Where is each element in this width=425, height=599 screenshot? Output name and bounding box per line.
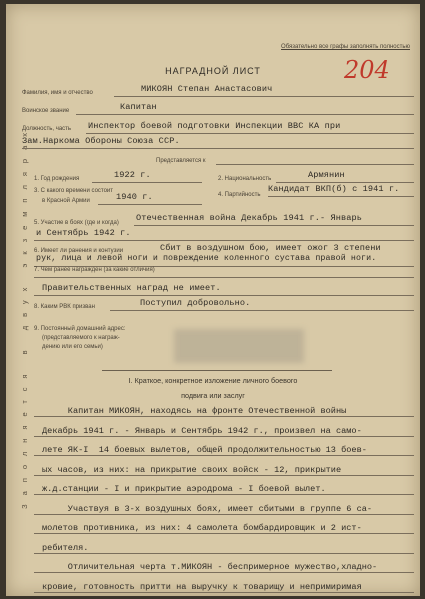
rvk-label: 8. Каким РВК призван	[34, 304, 95, 310]
name-value: МИКОЯН Степан Анастасович	[141, 84, 273, 94]
battles-line-1	[134, 225, 414, 226]
battles-value-1: Отечественная война Декабрь 1941 г.- Январь	[136, 213, 363, 223]
army-label-1: 3. С какого времени состоит	[34, 188, 114, 194]
address-label-2: (представляемого к награж-	[42, 335, 120, 341]
army-label-2: в Красной Армии	[42, 198, 90, 204]
party-line	[268, 196, 414, 197]
document-number: 204	[344, 56, 390, 84]
awards-line-1	[34, 277, 414, 278]
nationality-value: Армянин	[308, 170, 345, 180]
rank-line	[76, 114, 414, 115]
awards-line-2	[34, 295, 414, 296]
party-label: 4. Партийность	[218, 192, 261, 198]
position-line-2	[22, 148, 414, 149]
awards-value: Правительственных наград не имеет.	[42, 283, 221, 293]
wounds-label: 6. Имеет ли ранения и контузии	[34, 248, 124, 254]
presented-line	[216, 164, 414, 165]
section-rule	[34, 572, 414, 573]
section-line: Участвуя в 3-х воздушных боях, имеет сбитыми в группе 6 са-	[42, 503, 373, 514]
section-line: молетов противника, из них: 4 самолета бомбардировщик и 2 ист-	[42, 523, 362, 533]
army-line	[98, 204, 202, 205]
presented-label: Представляется к	[156, 158, 206, 164]
battles-label: 5. Участие в боях (где и когда)	[34, 220, 119, 226]
address-label-3: дению или его семьи)	[42, 344, 103, 350]
section-line: ж.д.станции - I и прикрытие аэродрома - I боевой вылет.	[42, 484, 326, 494]
wounds-value-1: Сбит в воздушном бою, имеет ожог 3 степени	[160, 243, 381, 253]
wounds-value-2: рук, лица и левой ноги и повреждение коленного сустава правой ноги.	[36, 254, 377, 263]
birth-value: 1922 г.	[114, 170, 151, 180]
position-value-1: Инспектор боевой подготовки Инспекции ВВС КА при	[88, 121, 341, 131]
awards-label: 7. Чем ранее награжден (за какие отличия)	[34, 267, 155, 273]
section-line: лете ЯК-I 14 боевых вылетов, общей продолжительностью 13 боев-	[42, 445, 367, 455]
position-line-1	[86, 133, 414, 134]
side-label: Заполняется в двух экземплярах	[20, 124, 29, 509]
section-rule	[34, 514, 414, 515]
battles-value-2: и Сентябрь 1942 г.	[36, 228, 131, 238]
section-rule	[34, 455, 414, 456]
rvk-value: Поступил добровольно.	[140, 298, 251, 308]
section-rule	[34, 436, 414, 437]
name-label: Фамилия, имя и отчество	[22, 90, 93, 96]
section-line: Капитан МИКОЯН, находясь на фронте Отечественной войны	[42, 406, 347, 416]
rvk-line	[110, 310, 414, 311]
nationality-line	[276, 182, 414, 183]
section-rule	[34, 416, 414, 417]
section-title-2: подвига или заслуг	[181, 391, 245, 400]
section-line: Отличительная черта т.МИКОЯН - беспримерное мужество,хладно-	[42, 562, 378, 572]
battles-line-2	[34, 240, 414, 241]
nationality-label: 2. Национальность	[218, 176, 272, 182]
position-label: Должность, часть	[22, 126, 72, 132]
section-line: ребителя.	[42, 542, 89, 553]
header-note: Обязательно все графы заполнять полностью	[281, 44, 410, 50]
name-line	[114, 96, 414, 97]
address-label-1: 9. Постоянный домашний адрес:	[34, 326, 126, 332]
redacted-address	[174, 329, 304, 363]
section-rule	[34, 553, 414, 554]
section-rule	[34, 592, 414, 593]
birth-line	[92, 182, 202, 183]
birth-label: 1. Год рождения	[34, 176, 80, 182]
section-line: кровие, готовность притти на выручку к товарищу и непримиримая	[42, 581, 362, 592]
section-rule	[34, 533, 414, 534]
section-rule	[34, 494, 414, 495]
rank-label: Воинское звание	[22, 108, 70, 114]
rank-value: Капитан	[120, 102, 157, 112]
section-divider	[102, 370, 332, 371]
document-title: НАГРАДНОЙ ЛИСТ	[165, 66, 261, 76]
section-rule	[34, 475, 414, 476]
army-value: 1940 г.	[116, 192, 153, 202]
award-sheet	[6, 4, 420, 596]
section-line: Декабрь 1941 г. - Январь и Сентябрь 1942 г., произвел на само-	[42, 425, 362, 436]
section-title-1: I. Краткое, конкретное изложение личного боевого	[128, 376, 298, 385]
party-value: Кандидат ВКП(б) с 1941 г.	[268, 184, 400, 194]
section-line: ых часов, из них: на прикрытие своих войск - 12, прикрытие	[42, 464, 342, 475]
position-value-2: Зам.Наркома Обороны Союза ССР.	[22, 136, 180, 146]
